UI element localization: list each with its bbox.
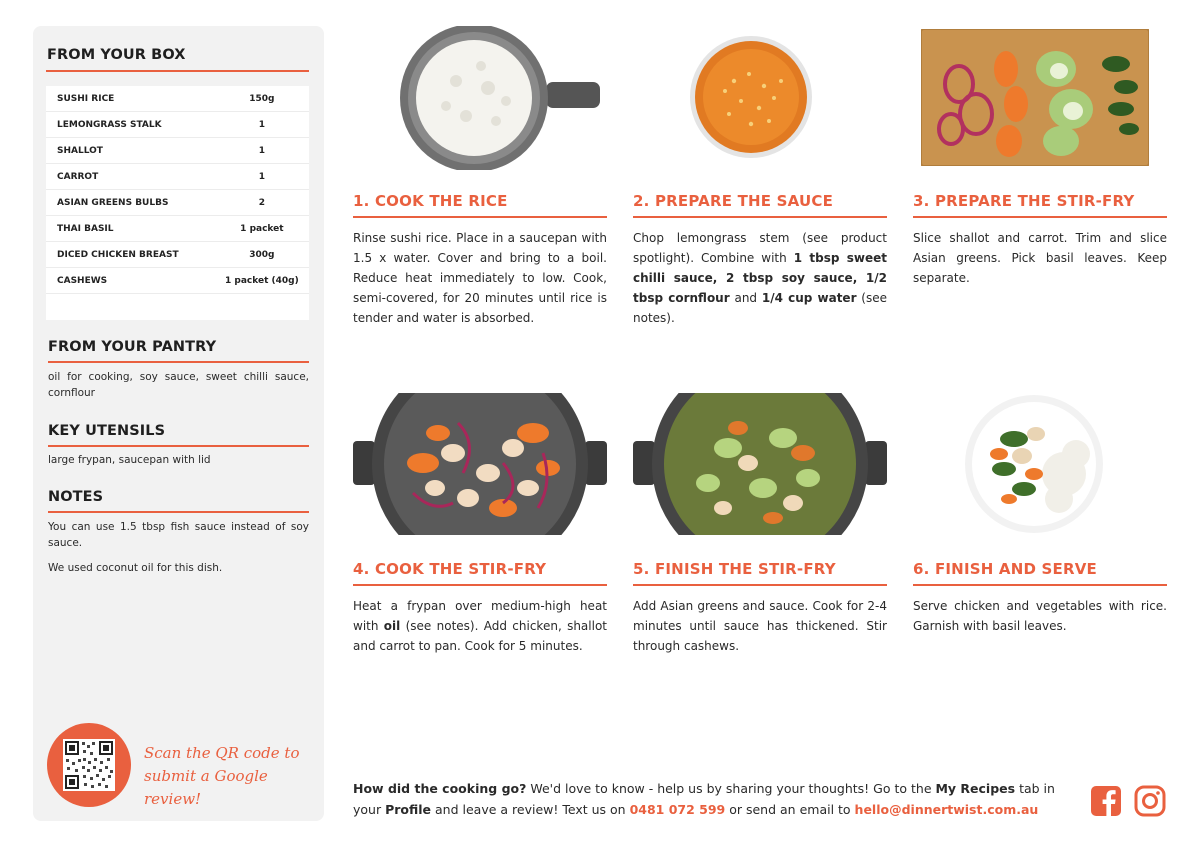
divider xyxy=(633,216,887,218)
ingredient-qty: 1 packet xyxy=(240,223,284,234)
text-run: Slice shallot and carrot. Trim and slice Asian greens. Pick basil leaves. Keep separate. xyxy=(913,231,1167,285)
step-4-photo xyxy=(353,393,607,535)
step-3-photo xyxy=(921,29,1149,166)
ingredient-qty: 2 xyxy=(258,197,265,208)
ingredient-qty: 1 xyxy=(258,171,265,182)
pantry-title: FROM YOUR PANTRY xyxy=(48,339,217,355)
text-run: Profile xyxy=(385,802,432,817)
ingredient-row xyxy=(46,86,309,112)
text-run: (see notes). xyxy=(633,291,887,325)
ingredient-qty: 150g xyxy=(249,93,275,104)
divider xyxy=(46,70,309,72)
ingredient-row xyxy=(46,138,309,164)
divider xyxy=(913,584,1167,586)
facebook-icon[interactable] xyxy=(1090,785,1122,817)
ingredient-name: CARROT xyxy=(57,171,99,182)
text-run: How did the cooking go? xyxy=(353,781,527,796)
step-4-title: 4. COOK THE STIR-FRY xyxy=(353,560,547,578)
ingredient-name: THAI BASIL xyxy=(57,223,114,234)
from-box-title: FROM YOUR BOX xyxy=(47,47,186,63)
notes-title: NOTES xyxy=(48,489,104,505)
text-run: We'd love to know - help us by sharing your thoughts! Go to the xyxy=(526,781,936,796)
text-run: 1/4 cup water xyxy=(761,291,857,305)
text-run: oil xyxy=(383,619,401,633)
ingredient-qty: 1 xyxy=(258,145,265,156)
ingredient-qty: 1 xyxy=(258,119,265,130)
divider xyxy=(48,361,309,363)
review-footer xyxy=(353,778,1073,820)
ingredient-row xyxy=(46,216,309,242)
qr-code[interactable] xyxy=(63,739,115,791)
divider xyxy=(353,584,607,586)
ingredient-name: LEMONGRASS STALK xyxy=(57,119,162,130)
text-run: Serve chicken and vegetables with rice. Garnish with basil leaves. xyxy=(913,599,1167,633)
ingredient-name: DICED CHICKEN BREAST xyxy=(57,249,179,260)
from-box-table xyxy=(46,86,309,320)
step-6-photo xyxy=(964,394,1104,534)
text-run: tab in your xyxy=(353,781,1055,817)
step-5-title: 5. FINISH THE STIR-FRY xyxy=(633,560,836,578)
ingredients-sidebar xyxy=(33,26,324,821)
ingredient-name: ASIAN GREENS BULBS xyxy=(57,197,169,208)
qr-caption: Scan the QR code to submit a Google review! xyxy=(144,744,300,808)
text-run: Rinse sushi rice. Place in a saucepan with 1.5 x water. Cover and bring to a boil. Reduce heat immediately to low. Cook, semi-covered, for 20 minutes until rice is tender and water is absorbed. xyxy=(353,231,607,325)
note-item: You can use 1.5 tbsp fish sauce instead of soy sauce. xyxy=(48,521,309,549)
step-2-photo xyxy=(689,26,813,168)
step-4-text xyxy=(353,596,607,656)
ingredient-name: CASHEWS xyxy=(57,275,108,286)
text-run: and xyxy=(729,291,762,305)
text-run: Heat a frypan over medium-high heat with xyxy=(353,599,607,633)
text-run: 1 tbsp sweet chilli sauce, 2 tbsp soy sauce, 1/2 tbsp cornflour xyxy=(633,251,887,305)
ingredient-row xyxy=(46,268,309,294)
text-run[interactable]: hello@dinnertwist.com.au xyxy=(854,802,1039,817)
text-run: Add Asian greens and sauce. Cook for 2-4 minutes until sauce has thickened. Stir through cashews. xyxy=(633,599,887,653)
step-1-text xyxy=(353,228,607,328)
utensils-text: large frypan, saucepan with lid xyxy=(48,454,211,466)
step-5-photo xyxy=(633,393,887,535)
ingredient-name: SUSHI RICE xyxy=(57,93,115,104)
divider xyxy=(913,216,1167,218)
divider xyxy=(353,216,607,218)
step-5-text xyxy=(633,596,887,656)
step-1-photo xyxy=(396,26,602,170)
ingredient-row xyxy=(46,164,309,190)
text-run[interactable]: 0481 072 599 xyxy=(629,802,726,817)
ingredient-row xyxy=(46,242,309,268)
note-item: We used coconut oil for this dish. xyxy=(48,562,223,574)
pantry-text: oil for cooking, soy sauce, sweet chilli sauce, cornflour xyxy=(48,371,309,399)
utensils-title: KEY UTENSILS xyxy=(48,423,166,439)
ingredient-qty: 1 packet (40g) xyxy=(225,275,299,286)
step-2-text xyxy=(633,228,887,328)
step-2-title: 2. PREPARE THE SAUCE xyxy=(633,192,834,210)
instagram-icon[interactable] xyxy=(1134,785,1166,817)
step-6-text xyxy=(913,596,1167,636)
divider xyxy=(48,511,309,513)
divider xyxy=(633,584,887,586)
step-6-title: 6. FINISH AND SERVE xyxy=(913,560,1097,578)
step-3-text xyxy=(913,228,1167,288)
step-1-title: 1. COOK THE RICE xyxy=(353,192,508,210)
text-run: (see notes). Add chicken, shallot and carrot to pan. Cook for 5 minutes. xyxy=(353,619,608,653)
ingredient-name: SHALLOT xyxy=(57,145,103,156)
ingredient-row xyxy=(46,190,309,216)
ingredient-qty: 300g xyxy=(249,249,275,260)
text-run: or send an email to xyxy=(725,802,855,817)
text-run: and leave a review! Text us on xyxy=(431,802,630,817)
text-run: My Recipes xyxy=(935,781,1016,796)
ingredient-row xyxy=(46,112,309,138)
step-3-title: 3. PREPARE THE STIR-FRY xyxy=(913,192,1135,210)
divider xyxy=(48,445,309,447)
qr-badge xyxy=(47,723,131,807)
text-run: Chop lemongrass stem (see product spotlight). Combine with xyxy=(633,231,887,265)
